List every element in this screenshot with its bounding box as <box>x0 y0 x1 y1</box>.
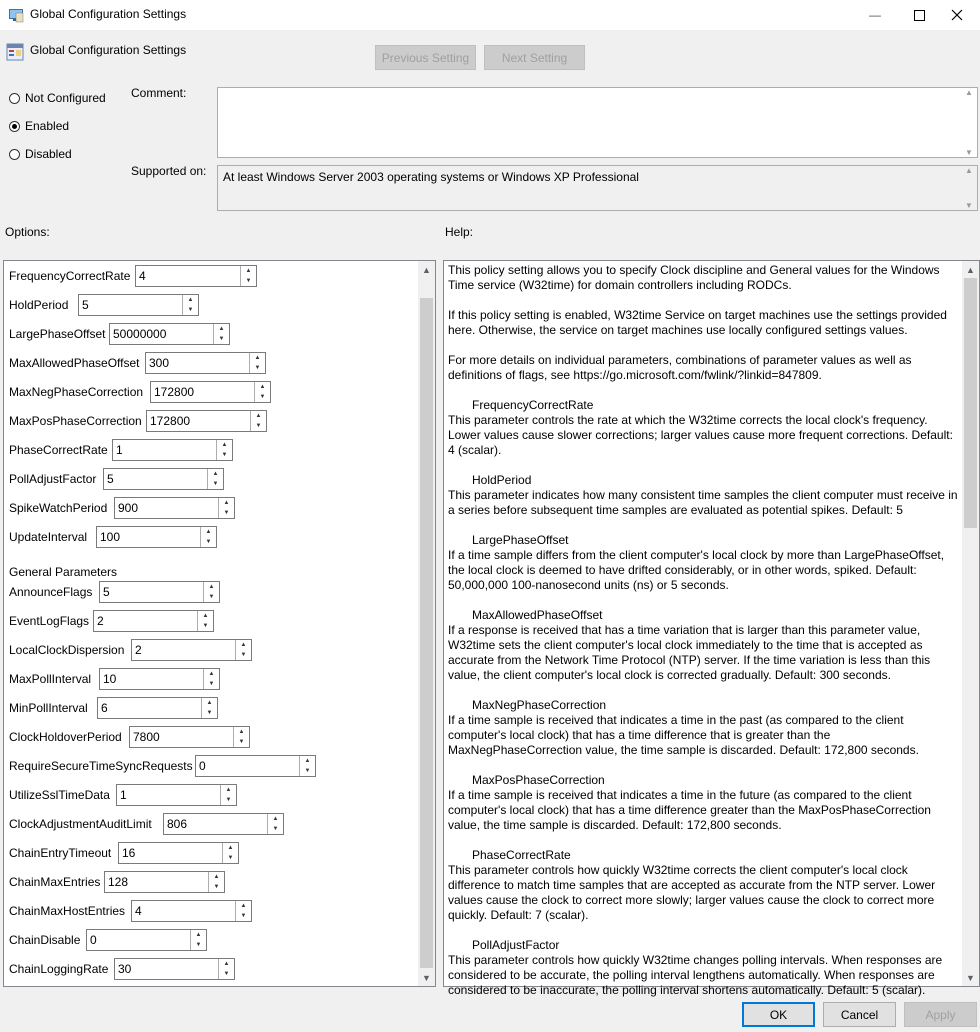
scroll-up-icon: ▲ <box>965 88 973 97</box>
spin-buttons[interactable] <box>190 930 206 950</box>
spin-up-icon[interactable]: ▲ <box>227 845 234 851</box>
option-spinbox[interactable] <box>118 842 239 864</box>
help-param-block <box>448 608 962 683</box>
option-label: ChainDisable <box>9 933 81 947</box>
option-label: HoldPeriod <box>9 298 69 312</box>
group-policy-icon <box>8 7 24 23</box>
option-label: ChainMaxEntries <box>9 875 101 889</box>
spin-up-icon[interactable]: ▲ <box>223 961 230 967</box>
next-setting-button[interactable]: Next Setting <box>484 45 585 70</box>
spin-buttons[interactable] <box>208 872 224 892</box>
option-label: ChainLoggingRate <box>9 962 109 976</box>
option-label: PollAdjustFactor <box>9 472 97 486</box>
help-param-text: This parameter controls how quickly W32time corrects the client computer's local clock difference to match time samples that are accepted as accurate from the NTP server. Lower values cause the clock to correct more slowly; larger values cause the clock to correct more quickly. Default: 7 (scalar). <box>448 863 936 922</box>
spin-down-icon[interactable]: ▼ <box>206 710 213 716</box>
supported-on-field <box>217 165 978 211</box>
option-label: MinPollInterval <box>9 701 88 715</box>
spin-down-icon[interactable]: ▼ <box>187 307 194 313</box>
help-param-block <box>448 698 962 758</box>
section-heading: General Parameters <box>9 565 118 579</box>
spin-down-icon[interactable]: ▼ <box>218 336 225 342</box>
spin-up-icon[interactable]: ▲ <box>208 584 215 590</box>
option-label: UtilizeSslTimeData <box>9 788 110 802</box>
spin-buttons[interactable] <box>213 324 229 344</box>
option-label: ClockHoldoverPeriod <box>9 730 122 744</box>
help-param-title: PollAdjustFactor <box>472 938 560 952</box>
help-paragraph: This policy setting allows you to specify Clock discipline and General values for the Windows Time service (W32time) for domain controllers including RODCs. <box>448 263 940 292</box>
option-spinbox[interactable] <box>145 352 266 374</box>
option-label: RequireSecureTimeSyncRequests <box>9 759 193 773</box>
help-param-block <box>448 398 962 458</box>
option-label: ChainMaxHostEntries <box>9 904 126 918</box>
radio-circle <box>9 149 20 160</box>
option-spinbox[interactable] <box>131 639 252 661</box>
spin-buttons[interactable] <box>201 698 217 718</box>
setting-title: Global Configuration Settings <box>30 43 187 57</box>
help-param-text: This parameter controls how quickly W32time changes polling intervals. When responses are considered to be accurate, the polling interval lengthens automatically. When responses are considered to be inaccurate, the polling interval shortens automatically. Default: 5 (scalar). <box>448 953 943 997</box>
option-value: 6 <box>101 701 108 715</box>
not-configured-radio[interactable] <box>9 91 106 105</box>
disabled-radio[interactable] <box>9 147 72 161</box>
spin-up-icon[interactable]: ▲ <box>240 903 247 909</box>
spin-buttons[interactable] <box>267 814 283 834</box>
option-spinbox[interactable] <box>99 581 220 603</box>
spin-buttons[interactable] <box>250 411 266 431</box>
option-label: AnnounceFlags <box>9 585 93 599</box>
spin-up-icon[interactable]: ▲ <box>195 932 202 938</box>
comment-scrollbar[interactable] <box>961 88 977 157</box>
help-param-title: HoldPeriod <box>472 473 532 487</box>
spin-down-icon[interactable]: ▼ <box>223 971 230 977</box>
help-text <box>448 263 962 1013</box>
spin-up-icon[interactable]: ▲ <box>238 729 245 735</box>
spin-buttons[interactable] <box>233 727 249 747</box>
supported-on-value: At least Windows Server 2003 operating systems or Windows XP Professional <box>223 170 639 184</box>
help-param-block <box>448 533 962 593</box>
radio-circle <box>9 93 20 104</box>
spin-down-icon[interactable]: ▼ <box>240 652 247 658</box>
spin-buttons[interactable] <box>240 266 256 286</box>
window-title: Global Configuration Settings <box>30 7 187 21</box>
spin-up-icon[interactable]: ▲ <box>187 297 194 303</box>
spin-up-icon[interactable]: ▲ <box>259 384 266 390</box>
help-param-block <box>448 938 962 998</box>
help-label: Help: <box>445 225 474 239</box>
spin-down-icon[interactable]: ▼ <box>213 884 220 890</box>
help-param-block <box>448 848 962 923</box>
option-label: LocalClockDispersion <box>9 643 125 657</box>
scroll-up-icon: ▲ <box>965 166 973 175</box>
help-param-title: LargePhaseOffset <box>472 533 569 547</box>
spin-buttons[interactable] <box>197 611 213 631</box>
spin-buttons[interactable] <box>254 382 270 402</box>
radio-label: Enabled <box>25 119 70 133</box>
spin-down-icon[interactable]: ▼ <box>223 510 230 516</box>
spin-down-icon[interactable]: ▼ <box>304 768 311 774</box>
spin-down-icon[interactable]: ▼ <box>259 394 266 400</box>
ok-button[interactable]: OK <box>742 1002 815 1027</box>
spin-down-icon[interactable]: ▼ <box>255 423 262 429</box>
spin-up-icon[interactable]: ▲ <box>208 671 215 677</box>
option-value: 0 <box>199 759 206 773</box>
scroll-down-icon: ▼ <box>965 148 973 157</box>
spin-buttons[interactable] <box>200 527 216 547</box>
help-param-text: This parameter controls the rate at which the W32time corrects the local clock's frequency. Lower values cause slower corrections; larger values cause more frequent corrections. Default: 4 (scalar). <box>448 413 953 457</box>
spin-buttons[interactable] <box>235 901 251 921</box>
spin-up-icon[interactable]: ▲ <box>223 500 230 506</box>
maximize-icon <box>914 10 925 21</box>
option-label: PhaseCorrectRate <box>9 443 108 457</box>
spin-buttons[interactable] <box>218 498 234 518</box>
option-value: 900 <box>118 501 139 515</box>
options-label: Options: <box>5 225 50 239</box>
spin-up-icon[interactable]: ▲ <box>245 268 252 274</box>
option-spinbox[interactable] <box>150 381 271 403</box>
option-value: 50000000 <box>113 327 167 341</box>
help-param-text: If a time sample is received that indicates a time in the future (as compared to the client computer's local clock) that has a time difference greater than the MaxPosPhaseCorrection value, the time sample is discarded. Default: 172,800 seconds. <box>448 788 931 832</box>
scroll-thumb[interactable] <box>964 278 977 528</box>
option-spinbox[interactable] <box>96 526 217 548</box>
apply-button[interactable]: Apply <box>904 1002 977 1027</box>
help-param-text: If a time sample differs from the client computer's local clock by more than LargePhaseOffset, the local clock is deemed to have drifted considerably, or in other words, spiked. Default: 50,000,000 100-nanosecond units (ns) or 5 seconds. <box>448 548 945 592</box>
radio-label: Disabled <box>25 147 72 161</box>
radio-label: Not Configured <box>25 91 106 105</box>
spin-buttons[interactable] <box>235 640 251 660</box>
spin-up-icon[interactable]: ▲ <box>225 787 232 793</box>
scroll-thumb[interactable] <box>420 298 433 968</box>
options-scrollbar[interactable] <box>418 261 435 986</box>
help-paragraph: For more details on individual parameters, combinations of parameter values as well as definitions of flags, see https://go.microsoft.com/fwlink/?linkid=847809. <box>448 353 912 382</box>
help-param-title: PhaseCorrectRate <box>472 848 571 862</box>
help-param-text: This parameter indicates how many consistent time samples the client computer must receive in a series before subsequent time samples are evaluated as potential spikes. Default: 5 <box>448 488 958 517</box>
option-spinbox[interactable] <box>135 265 257 287</box>
spin-buttons[interactable] <box>220 785 236 805</box>
option-value: 100 <box>100 530 121 544</box>
option-value: 10 <box>103 672 117 686</box>
option-spinbox[interactable] <box>93 610 214 632</box>
option-spinbox[interactable] <box>86 929 207 951</box>
option-label: ClockAdjustmentAuditLimit <box>9 817 152 831</box>
help-param-block <box>448 473 962 518</box>
scroll-down-icon[interactable]: ▼ <box>422 972 431 983</box>
option-spinbox[interactable] <box>146 410 267 432</box>
option-value: 2 <box>135 643 142 657</box>
spin-up-icon[interactable]: ▲ <box>254 355 261 361</box>
help-scrollbar[interactable] <box>962 261 979 986</box>
help-param-block <box>448 773 962 833</box>
spin-down-icon[interactable]: ▼ <box>238 739 245 745</box>
spin-up-icon[interactable]: ▲ <box>218 326 225 332</box>
spin-up-icon[interactable]: ▲ <box>213 874 220 880</box>
comment-label: Comment: <box>131 86 187 100</box>
spin-buttons[interactable] <box>299 756 315 776</box>
option-value: 2 <box>97 614 104 628</box>
spin-down-icon[interactable]: ▼ <box>205 539 212 545</box>
option-label: MaxPollInterval <box>9 672 92 686</box>
spin-buttons[interactable] <box>216 440 232 460</box>
previous-setting-button[interactable]: Previous Setting <box>375 45 476 70</box>
spin-down-icon[interactable]: ▼ <box>240 913 247 919</box>
spin-buttons[interactable] <box>222 843 238 863</box>
option-value: 4 <box>139 269 146 283</box>
option-spinbox[interactable] <box>109 323 230 345</box>
comment-field[interactable] <box>217 87 978 158</box>
option-value: 172800 <box>154 385 195 399</box>
option-spinbox[interactable] <box>104 871 225 893</box>
spin-down-icon[interactable]: ▼ <box>202 623 209 629</box>
scroll-up-icon[interactable]: ▲ <box>422 264 431 275</box>
spin-up-icon[interactable]: ▲ <box>206 700 213 706</box>
setting-icon <box>6 43 24 61</box>
option-value: 5 <box>82 298 89 312</box>
spin-down-icon[interactable]: ▼ <box>208 681 215 687</box>
option-label: UpdateInterval <box>9 530 88 544</box>
option-spinbox[interactable] <box>163 813 284 835</box>
spin-buttons[interactable] <box>203 582 219 602</box>
option-spinbox[interactable] <box>131 900 252 922</box>
spin-down-icon[interactable]: ▼ <box>254 365 261 371</box>
close-icon <box>951 9 963 21</box>
spin-up-icon[interactable]: ▲ <box>205 529 212 535</box>
scroll-down-icon[interactable]: ▼ <box>966 972 975 983</box>
enabled-radio[interactable] <box>9 119 69 133</box>
spin-buttons[interactable] <box>203 669 219 689</box>
option-value: 172800 <box>150 414 191 428</box>
option-value: 4 <box>135 904 142 918</box>
option-value: 0 <box>90 933 97 947</box>
option-value: 5 <box>107 472 114 486</box>
option-label: FrequencyCorrectRate <box>9 269 131 283</box>
option-value: 16 <box>122 846 136 860</box>
option-spinbox[interactable] <box>114 497 235 519</box>
option-label: EventLogFlags <box>9 614 90 628</box>
spin-down-icon[interactable]: ▼ <box>221 452 228 458</box>
supported-on-label: Supported on: <box>131 164 207 178</box>
spin-up-icon[interactable]: ▲ <box>202 613 209 619</box>
spin-down-icon[interactable]: ▼ <box>227 855 234 861</box>
help-param-title: FrequencyCorrectRate <box>472 398 594 412</box>
spin-up-icon[interactable]: ▲ <box>212 471 219 477</box>
spin-buttons[interactable] <box>182 295 198 315</box>
spin-down-icon[interactable]: ▼ <box>212 481 219 487</box>
option-value: 5 <box>103 585 110 599</box>
help-param-title: MaxAllowedPhaseOffset <box>472 608 603 622</box>
option-spinbox[interactable] <box>129 726 250 748</box>
option-value: 806 <box>167 817 188 831</box>
spin-buttons[interactable] <box>249 353 265 373</box>
spin-down-icon[interactable]: ▼ <box>225 797 232 803</box>
spin-down-icon[interactable]: ▼ <box>195 942 202 948</box>
option-value: 1 <box>120 788 127 802</box>
option-label: MaxPosPhaseCorrection <box>9 414 142 428</box>
option-spinbox[interactable] <box>114 958 235 980</box>
option-label: ChainEntryTimeout <box>9 846 112 860</box>
minimize-button[interactable] <box>852 0 898 30</box>
scroll-up-icon[interactable]: ▲ <box>966 264 975 275</box>
help-param-text: If a response is received that has a time variation that is larger than this parameter value, W32time sets the client computer's local clock immediately to the time that is accepted as accurate from the Network Time Protocol (NTP) server. If the time variation is less than this value, the client computer's local clock is corrected gradually. Default: 300 seconds. <box>448 623 931 682</box>
spin-up-icon[interactable]: ▲ <box>221 442 228 448</box>
option-spinbox[interactable] <box>97 697 218 719</box>
option-spinbox[interactable] <box>116 784 237 806</box>
option-value: 1 <box>116 443 123 457</box>
option-value: 30 <box>118 962 132 976</box>
spin-down-icon[interactable]: ▼ <box>208 594 215 600</box>
option-label: LargePhaseOffset <box>9 327 106 341</box>
option-value: 128 <box>108 875 129 889</box>
option-spinbox[interactable] <box>99 668 220 690</box>
spin-buttons[interactable] <box>218 959 234 979</box>
spin-buttons[interactable] <box>207 469 223 489</box>
options-panel[interactable] <box>3 260 436 987</box>
option-label: MaxNegPhaseCorrection <box>9 385 144 399</box>
option-value: 300 <box>149 356 170 370</box>
spin-up-icon[interactable]: ▲ <box>255 413 262 419</box>
spin-up-icon[interactable]: ▲ <box>272 816 279 822</box>
help-paragraph: If this policy setting is enabled, W32time Service on target machines use the settings provided here. Otherwise, the service on target machines use locally configured settings values. <box>448 308 947 337</box>
option-value: 7800 <box>133 730 160 744</box>
spin-up-icon[interactable]: ▲ <box>304 758 311 764</box>
option-label: SpikeWatchPeriod <box>9 501 108 515</box>
spin-up-icon[interactable]: ▲ <box>240 642 247 648</box>
close-button[interactable] <box>934 0 980 30</box>
option-spinbox[interactable] <box>195 755 316 777</box>
minimize-icon: — <box>869 8 881 22</box>
option-label: MaxAllowedPhaseOffset <box>9 356 140 370</box>
cancel-button[interactable]: Cancel <box>823 1002 896 1027</box>
spin-down-icon[interactable]: ▼ <box>245 278 252 284</box>
spin-down-icon[interactable]: ▼ <box>272 826 279 832</box>
supported-scrollbar[interactable] <box>961 166 977 210</box>
option-spinbox[interactable] <box>112 439 233 461</box>
option-spinbox[interactable] <box>78 294 199 316</box>
scroll-down-icon: ▼ <box>965 201 973 210</box>
help-panel[interactable] <box>443 260 980 997</box>
radio-circle-selected <box>9 121 20 132</box>
option-spinbox[interactable] <box>103 468 224 490</box>
help-param-text: If a time sample is received that indicates a time in the past (as compared to the client computer's local clock) that has a time difference that is greater than the MaxNegPhaseCorrection value, the time sample is discarded. Default: 172,800 seconds. <box>448 713 919 757</box>
help-param-title: MaxNegPhaseCorrection <box>472 698 607 712</box>
help-param-title: MaxPosPhaseCorrection <box>472 773 605 787</box>
